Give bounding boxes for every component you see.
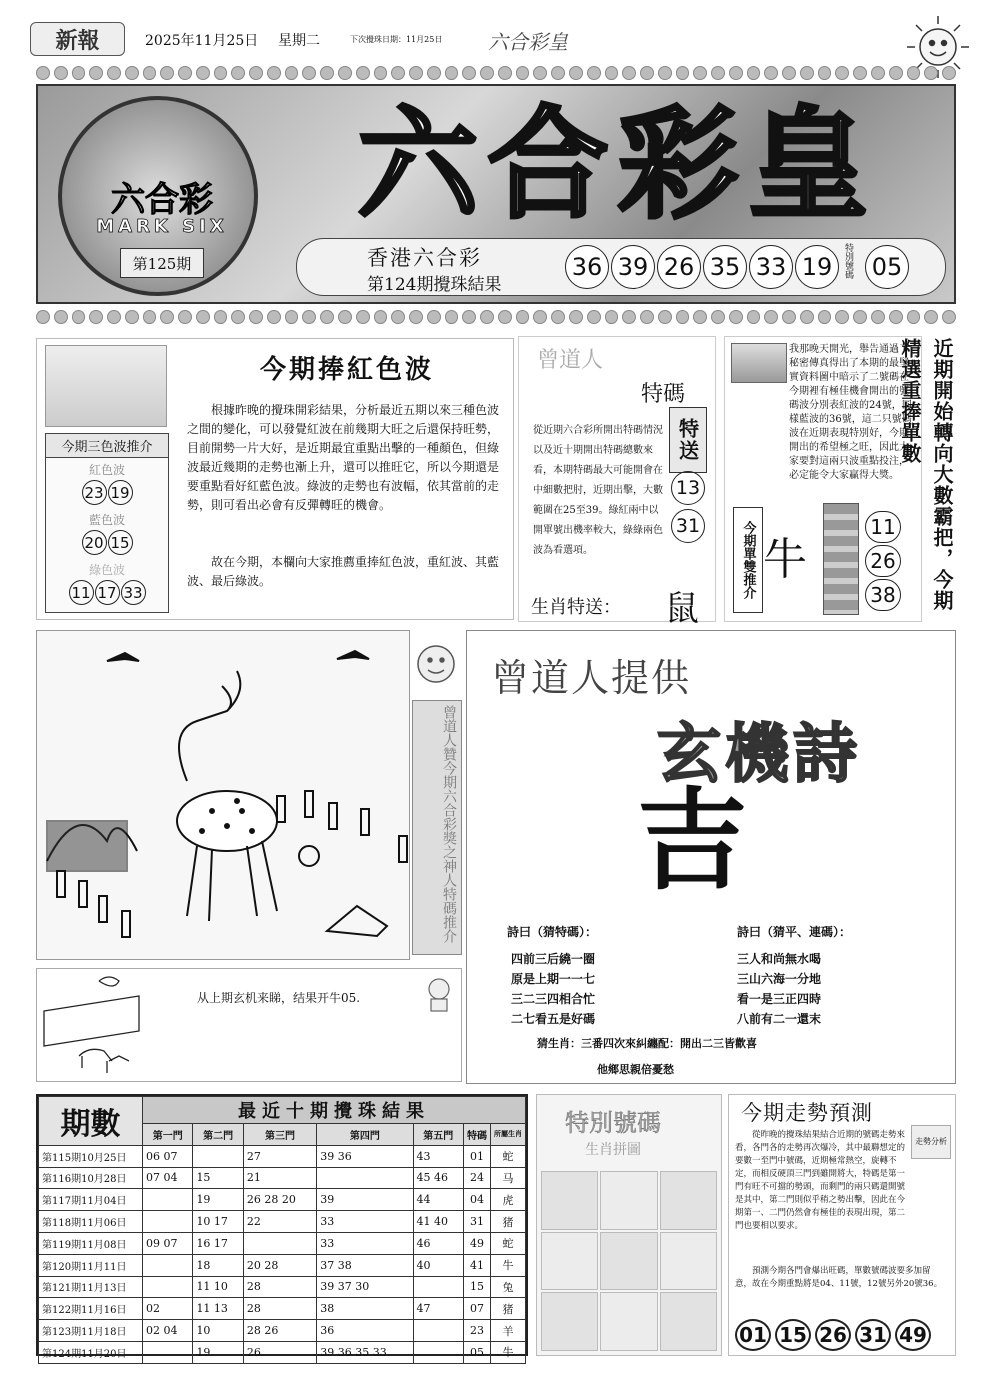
special-code-label: 特碼 [641, 382, 686, 407]
single-double-body: 我那晚天開光，舉告通過了秘密傳真得出了本期的最堅實資料圖中暗示了二號碼在今期裡有極佳機會開出的號碼波分別表紅波的24號，同樣藍波的36號，這二只號碼波在近期表現特別好，今期開出的希望極之旺，因此大家要對這兩只波重點投注，必定能令大家贏得大獎。 [789, 344, 912, 481]
three-wave-recommend-box [45, 433, 169, 613]
result-cell: 18 [193, 1254, 243, 1276]
result-cell: 39 [317, 1189, 413, 1211]
period-cell: 第121期11月13日 [39, 1276, 143, 1298]
trend-ball: 15 [775, 1319, 811, 1351]
trend-ball: 01 [735, 1319, 771, 1351]
period-cell: 第119期11月08日 [39, 1232, 143, 1254]
single-double-ball: 11 [865, 511, 901, 543]
result-cell: 05 [464, 1341, 491, 1363]
zeng-special-section [518, 336, 716, 629]
single-double-ball: 38 [865, 579, 901, 611]
last-result-label: 第124期攪珠結果 [367, 275, 502, 295]
result-cell [143, 1189, 193, 1211]
result-cell: 36 [317, 1320, 413, 1342]
banner [36, 84, 956, 304]
poem-side-text: 曾道人贊今期六合彩獎之神人特碼推介 [412, 700, 462, 955]
trend-title: 今期走勢預測 [741, 1101, 873, 1125]
wave-ball: 23 [82, 480, 107, 505]
result-cell: 46 [413, 1232, 463, 1254]
wave-ball: 15 [108, 530, 133, 555]
result-cell: 07 04 [143, 1167, 193, 1189]
table-row [39, 1232, 526, 1254]
issue-weekday: 星期二 [278, 33, 320, 49]
trend-body: 從昨晚的攪珠結果結合近期的號碼走勢來看，各門各的走勢再次爆冷，其中最聯想定的要數一至門中號碼，近期極常熱空，旋轉不定，而相反硬頂三門到雖開將大，特碼是第一門有旺不可擋的勢頭，而剩門的兩只碼還開號是其中，第二門則似乎稍之勢出擊，因此在今期第一、二門仍然會有極佳的表現出現，第二門也要相以要求。 [735, 1130, 906, 1231]
poem-character: 吉 [637, 777, 747, 905]
section-emblem-icon [731, 343, 787, 383]
special-send-ball: 31 [671, 509, 705, 543]
result-cell: 22 [243, 1211, 316, 1233]
result-ball: 39 [611, 245, 655, 289]
result-cell [193, 1145, 243, 1167]
red-wave-conclusion: 故在今期，本欄向大家推薦重捧紅色波，重紅波、其藍波、最后綠波。 [187, 555, 500, 588]
result-cell: 27 [243, 1145, 316, 1167]
header-gate-1: 第一門 [143, 1124, 193, 1146]
result-cell: 马 [491, 1167, 526, 1189]
puzzle-grid [541, 1171, 717, 1351]
period-cell: 第122期11月16日 [39, 1298, 143, 1320]
table-row [39, 1189, 526, 1211]
poem-footer: 他鄉思親倍憂愁 [597, 1063, 674, 1076]
result-cell: 21 [243, 1167, 316, 1189]
result-cell: 01 [464, 1145, 491, 1167]
result-cell: 28 26 [243, 1320, 316, 1342]
result-cell: 33 [317, 1211, 413, 1233]
brand-script: 六合彩皇 [488, 30, 568, 54]
poem-title: 玄機詩 [657, 718, 861, 792]
result-cell [143, 1341, 193, 1363]
table-row [39, 1145, 526, 1167]
period-cell: 第120期11月11日 [39, 1254, 143, 1276]
result-cell: 45 46 [413, 1167, 463, 1189]
result-cell: 26 [243, 1341, 316, 1363]
result-cell: 11 13 [193, 1298, 243, 1320]
result-cell: 猪 [491, 1211, 526, 1233]
header-gate-5: 第五門 [413, 1124, 463, 1146]
special-send-badge: 特送 [669, 407, 707, 473]
period-cell: 第117期11月04日 [39, 1189, 143, 1211]
result-cell: 11 10 [193, 1276, 243, 1298]
red-wave-numbers [46, 480, 168, 505]
poem-right-head: 詩曰（猜平、連碼）： [737, 925, 852, 939]
number-dot-row-bottom [36, 310, 956, 324]
hint-illustration [39, 971, 151, 1077]
zeng-body: 從近期六合彩所開出特碼情況以及近十期開出特碼總數來看，本期特碼最大可能開會在中細數把肘，近期出擊，大數範圍在25至39。綠紅兩中以開單號出機率較大，綠綠兩色波為看選項。 [533, 425, 663, 556]
header-gate-2: 第二門 [193, 1124, 243, 1146]
result-cell: 44 [413, 1189, 463, 1211]
header-gate-4: 第四門 [317, 1124, 413, 1146]
result-cell: 19 [193, 1189, 243, 1211]
result-cell: 43 [413, 1145, 463, 1167]
banner-title: 六合彩皇 [358, 96, 878, 235]
poem-zodiac-line: 猜生肖：三番四次來糾纏配：開出二三皆歡喜 [537, 1037, 757, 1050]
deer-illustration [36, 630, 410, 960]
special-puzzle-title: 特別號碼 [565, 1109, 661, 1137]
period-column-label: 期數 [39, 1097, 143, 1146]
result-cell [143, 1276, 193, 1298]
special-ball: 05 [865, 245, 909, 289]
result-cell: 40 [413, 1254, 463, 1276]
result-cell [413, 1276, 463, 1298]
green-wave-label: 綠色波 [88, 563, 125, 577]
poem-provider: 曾道人提供 [491, 656, 692, 700]
single-double-ball: 26 [865, 545, 901, 577]
decor-strip [823, 503, 859, 615]
result-ball: 33 [749, 245, 793, 289]
result-cell [413, 1341, 463, 1363]
result-cell: 虎 [491, 1189, 526, 1211]
wave-emblem-icon [45, 345, 167, 427]
recent-results-table [36, 1094, 528, 1360]
result-cell: 37 38 [317, 1254, 413, 1276]
table-row [39, 1298, 526, 1320]
result-cell: 16 17 [193, 1232, 243, 1254]
period-cell: 第118期11月06日 [39, 1211, 143, 1233]
table-row [39, 1211, 526, 1233]
period-cell: 第115期10月25日 [39, 1145, 143, 1167]
poem-right-lines: 三人和尚無水喝 三山六海一分地 看一是三正四時 八前有二一還末 [737, 952, 822, 1026]
result-cell: 02 [143, 1298, 193, 1320]
result-cell: 31 [464, 1211, 491, 1233]
result-cell: 20 28 [243, 1254, 316, 1276]
result-cell: 19 [193, 1341, 243, 1363]
last-hint-text: 从上期玄机来睇，结果开牛05. [197, 991, 361, 1005]
poem-left-lines: 四前三后繞一圈 原是上期一一七 三二三四相合忙 二七看五是好碼 [511, 952, 596, 1026]
mark-six-logo: 六合彩 MARK SIX 第125期 [58, 96, 258, 296]
blue-wave-label: 藍色波 [88, 513, 125, 527]
zeng-author: 曾道人 [537, 348, 604, 373]
result-cell: 28 [243, 1276, 316, 1298]
result-cell: 羊 [491, 1320, 526, 1342]
table-row [39, 1320, 526, 1342]
result-cell [413, 1320, 463, 1342]
red-wave-title: 今期捧紅色波 [259, 355, 434, 385]
result-cell: 26 28 20 [243, 1189, 316, 1211]
trend-badge: 走勢分析 [911, 1125, 951, 1159]
result-cell: 41 [464, 1254, 491, 1276]
header-special: 特碼 [464, 1124, 491, 1146]
result-cell: 39 37 30 [317, 1276, 413, 1298]
result-cell: 24 [464, 1167, 491, 1189]
result-ball: 19 [795, 245, 839, 289]
special-send-ball: 13 [671, 471, 705, 505]
number-dot-row-top [36, 66, 956, 80]
poem-section [466, 630, 956, 1084]
table-row [39, 1341, 526, 1363]
mascot-icon [410, 636, 462, 696]
single-double-section [724, 336, 922, 622]
wave-ball: 20 [82, 530, 107, 555]
result-cell: 09 07 [143, 1232, 193, 1254]
cartoon-icon [421, 975, 457, 1015]
result-cell: 41 40 [413, 1211, 463, 1233]
table-row [39, 1254, 526, 1276]
recommend-title: 今期三色波推介 [46, 434, 168, 458]
result-cell: 兔 [491, 1276, 526, 1298]
last-hint-section [36, 968, 462, 1082]
result-cell: 39 36 35 33 [317, 1341, 413, 1363]
result-cell: 蛇 [491, 1232, 526, 1254]
result-cell: 蛇 [491, 1145, 526, 1167]
result-cell: 04 [464, 1189, 491, 1211]
result-cell [143, 1254, 193, 1276]
table-row [39, 1276, 526, 1298]
header-zodiac: 所屬生肖 [491, 1124, 526, 1146]
result-cell: 07 [464, 1298, 491, 1320]
result-cell: 33 [317, 1232, 413, 1254]
result-cell: 10 17 [193, 1211, 243, 1233]
result-cell: 15 [193, 1167, 243, 1189]
results-title: 最近十期攪珠結果 [143, 1097, 526, 1124]
result-cell: 49 [464, 1232, 491, 1254]
result-cell: 牛 [491, 1341, 526, 1363]
result-cell: 15 [464, 1276, 491, 1298]
trend-ball: 49 [895, 1319, 931, 1351]
result-cell: 47 [413, 1298, 463, 1320]
issue-number: 第125期 [120, 248, 204, 278]
blue-wave-numbers [46, 530, 168, 555]
trend-numbers [735, 1319, 931, 1351]
side-note: 近期開始轉向大數霸把，今期精選重捧單數 [898, 338, 954, 611]
hk-mark-six-label: 香港六合彩 [367, 246, 482, 270]
result-ball: 26 [657, 245, 701, 289]
single-double-zodiac: 牛 [763, 534, 807, 585]
result-cell [243, 1232, 316, 1254]
result-cell: 02 04 [143, 1320, 193, 1342]
result-cell: 10 [193, 1320, 243, 1342]
issue-date: 2025年11月25日 [145, 33, 259, 49]
trend-ball: 26 [815, 1319, 851, 1351]
wave-ball: 17 [95, 580, 120, 605]
result-cell: 38 [317, 1298, 413, 1320]
trend-section [728, 1094, 956, 1356]
green-wave-numbers [46, 580, 168, 605]
result-cell: 06 07 [143, 1145, 193, 1167]
single-double-label: 今期單雙推介 [733, 507, 763, 613]
table-row [39, 1167, 526, 1189]
trend-body-2: 預測今期各門會爆出旺碼，單數號碼波要多加留意，故在今期重點將是04、11號，12號另外20號36。 [735, 1266, 943, 1289]
poem-left-head: 詩曰（猜特碼）： [507, 925, 598, 939]
header-gate-3: 第三門 [243, 1124, 316, 1146]
trend-ball: 31 [855, 1319, 891, 1351]
wave-ball: 19 [108, 480, 133, 505]
red-wave-body: 根據昨晚的攪珠開彩結果，分析最近五期以來三種色波之間的變化，可以發覺紅波在前幾期大旺之后還保持旺勢，目前開勢一片大好，是近期最宜重點出擊的一種顏色，但綠波最近幾期的走勢也漸上升，還可以推旺它，所以今期還是要重點看好紅藍色波。綠波的走勢也有波幅，依其當前的走勢，則可看出必會有反彈轉旺的機會。 [187, 403, 500, 512]
result-cell: 39 36 [317, 1145, 413, 1167]
result-ball: 36 [565, 245, 609, 289]
period-cell: 第124期11月20日 [39, 1341, 143, 1363]
last-result-balls [565, 245, 839, 289]
zodiac-special-value: 鼠 [665, 589, 699, 629]
special-number-label: 特別號碼 [843, 243, 853, 279]
result-cell: 牛 [491, 1254, 526, 1276]
period-cell: 第116期10月28日 [39, 1167, 143, 1189]
special-puzzle-sub: 生肖拼圖 [585, 1142, 641, 1158]
result-cell: 猪 [491, 1298, 526, 1320]
result-ball: 35 [703, 245, 747, 289]
paper-logo: 新報 [30, 22, 125, 56]
result-cell [143, 1211, 193, 1233]
period-cell: 第123期11月18日 [39, 1320, 143, 1342]
next-draw-date: 下次攪珠日期：11月25日 [350, 35, 443, 44]
result-cell: 28 [243, 1298, 316, 1320]
red-wave-label: 紅色波 [88, 463, 125, 477]
result-cell [317, 1167, 413, 1189]
red-wave-section [36, 338, 514, 620]
wave-ball: 11 [69, 580, 94, 605]
zodiac-special-label: 生肖特送： [531, 597, 621, 618]
result-cell: 23 [464, 1320, 491, 1342]
last-result-box [296, 238, 946, 296]
special-puzzle-section [536, 1094, 722, 1356]
wave-ball: 33 [121, 580, 146, 605]
